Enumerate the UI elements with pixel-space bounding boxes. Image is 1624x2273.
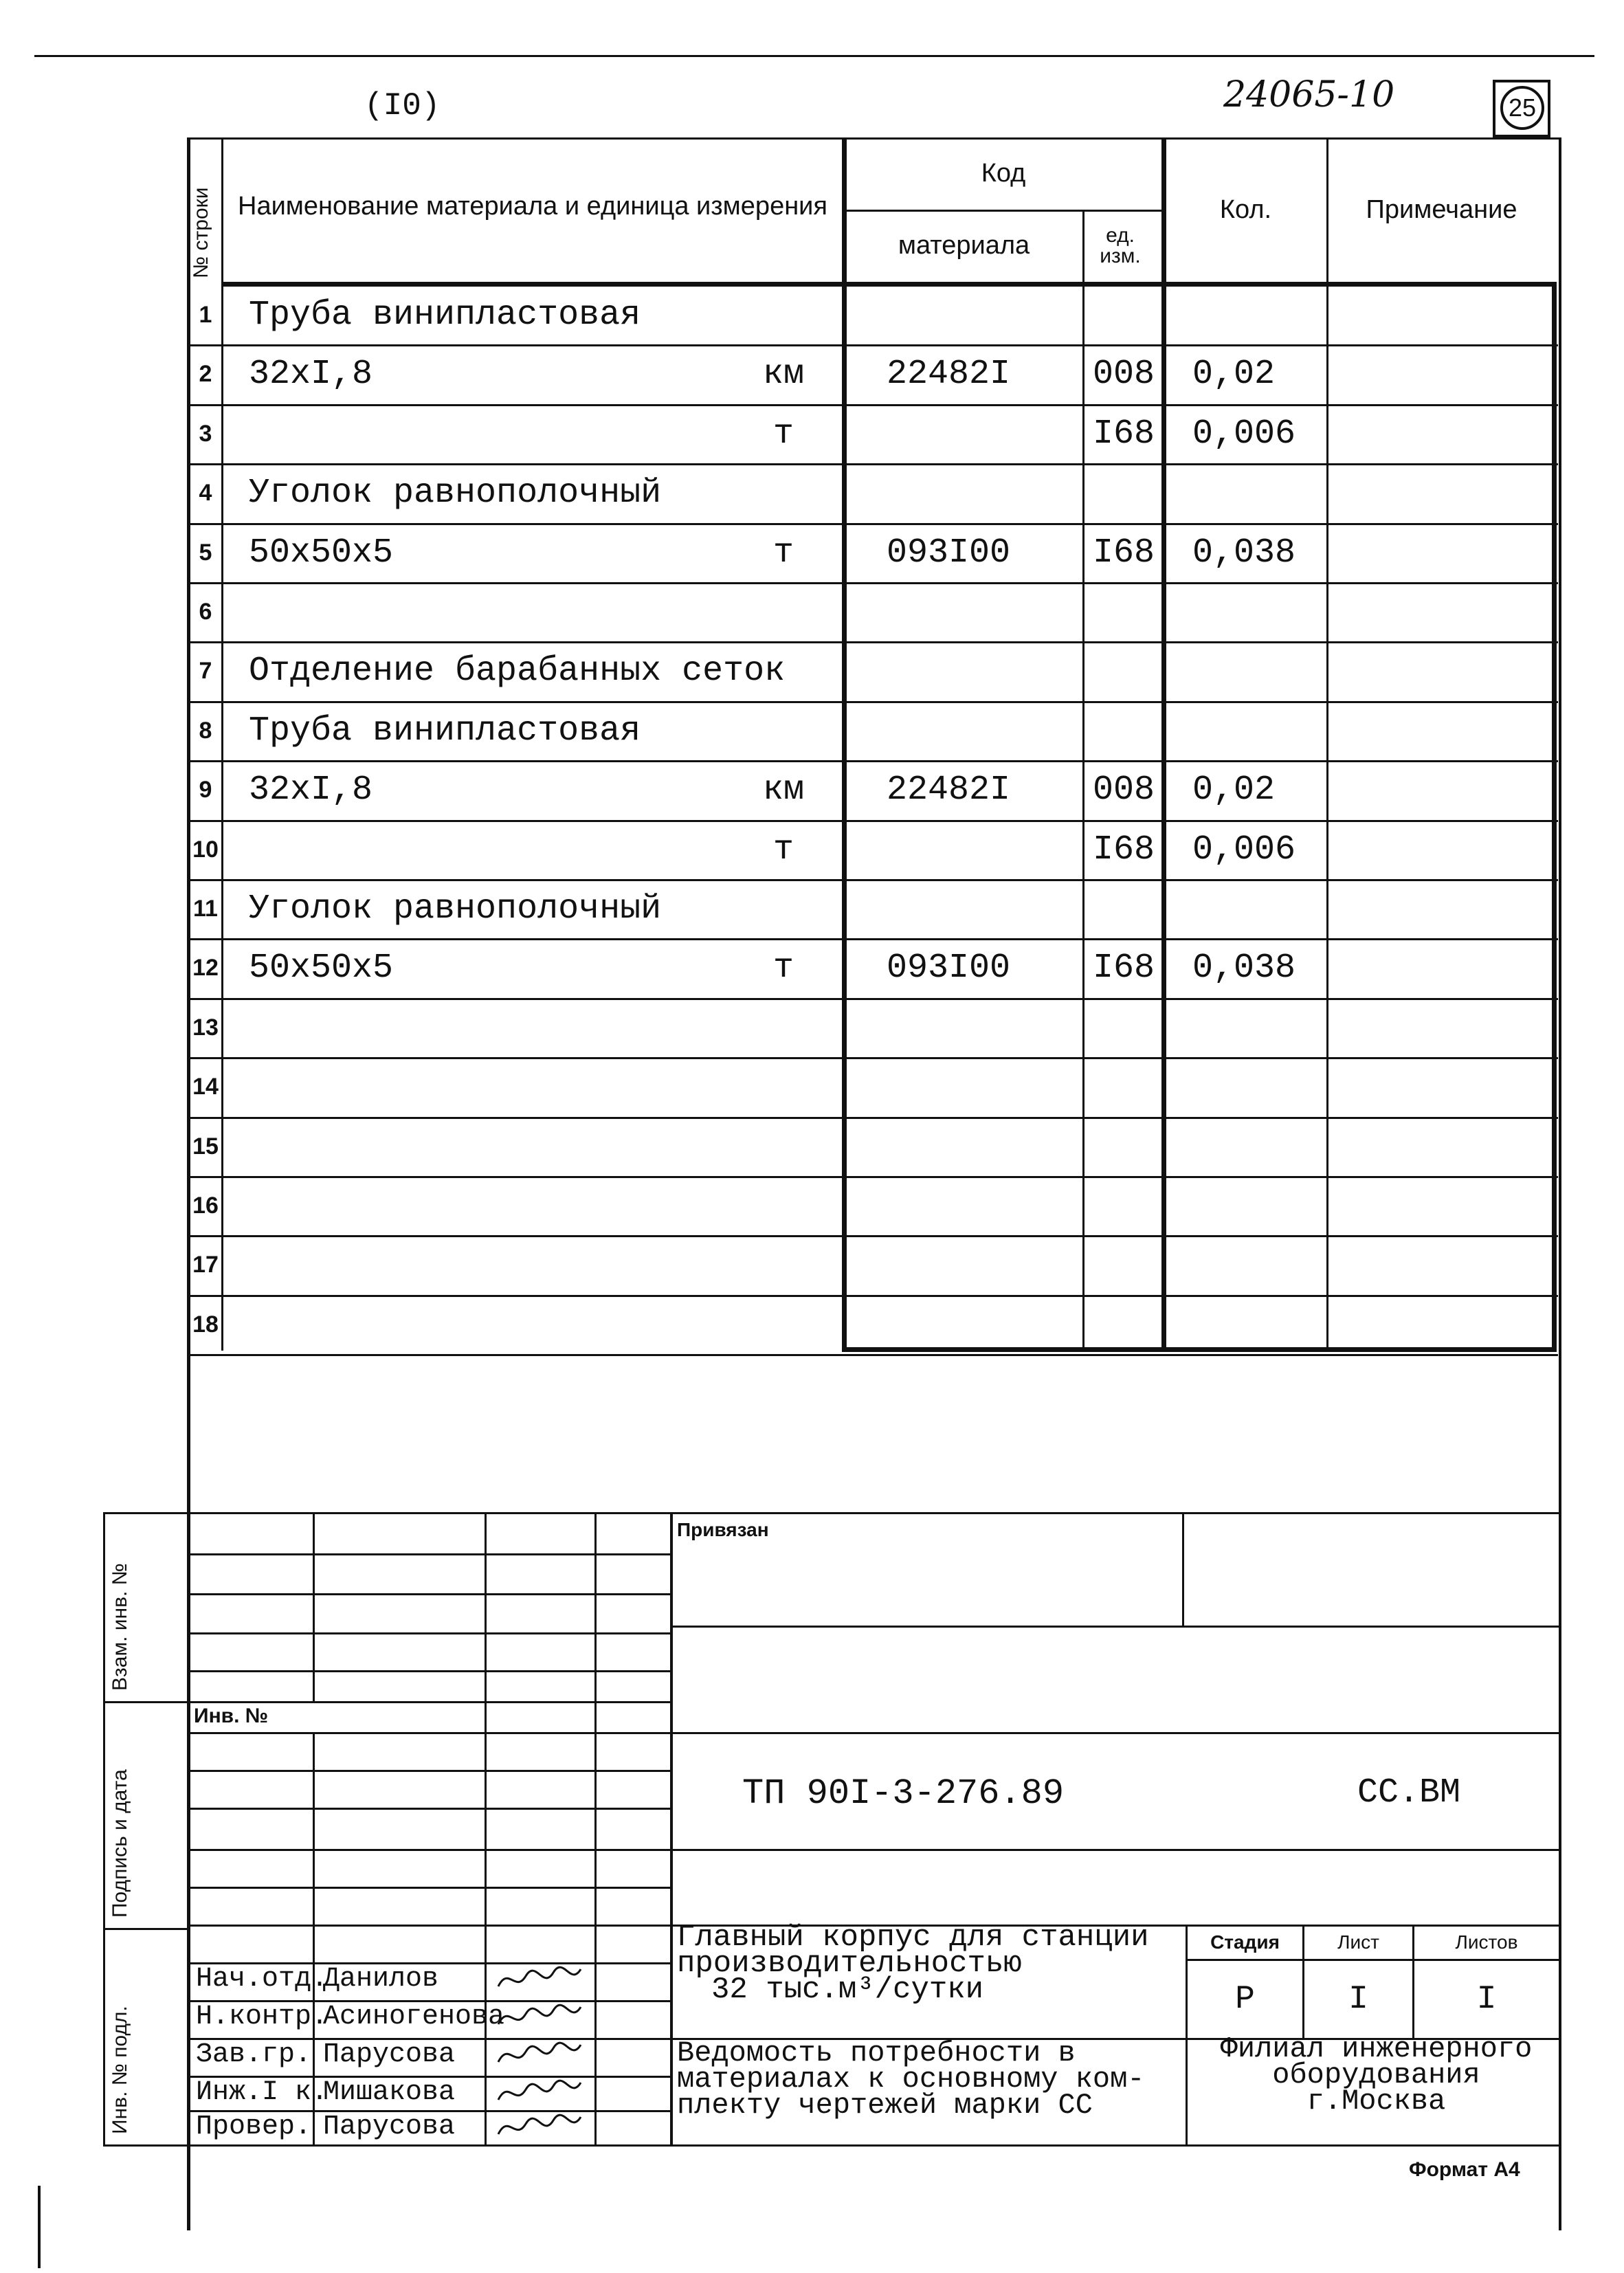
signatory-role: Н.контр. bbox=[196, 2002, 329, 2032]
row-unit-code: 008 bbox=[1092, 770, 1155, 810]
row-quantity bbox=[1192, 1295, 1326, 1354]
stage-value: Р bbox=[1235, 1981, 1255, 2018]
stamp-right-h2 bbox=[670, 1732, 1560, 1734]
stamp-grid-h11 bbox=[189, 1925, 670, 1927]
row-note bbox=[1333, 1176, 1552, 1235]
row-material-code bbox=[887, 1117, 1082, 1176]
row-unit bbox=[742, 998, 825, 1057]
stamp-right-h3 bbox=[670, 1849, 1560, 1851]
row-note bbox=[1333, 285, 1552, 344]
row-unit-code bbox=[1086, 1057, 1161, 1116]
row-number: 8 bbox=[199, 717, 212, 744]
signature bbox=[495, 2000, 584, 2034]
stage-grid-h bbox=[1186, 1959, 1560, 1961]
org-line2: оборудования bbox=[1272, 2059, 1480, 2092]
row-quantity bbox=[1192, 641, 1326, 700]
col-sep-rowno bbox=[221, 137, 223, 1351]
row-unit-code bbox=[1086, 1295, 1161, 1354]
row-unit-code bbox=[1086, 285, 1161, 344]
row-unit: т bbox=[772, 830, 794, 869]
row-unit bbox=[742, 285, 825, 344]
row-material-code: 22482I bbox=[887, 770, 1011, 810]
row-unit: т bbox=[772, 533, 794, 573]
signatory-role: Зав.гр. bbox=[196, 2039, 312, 2070]
row-unit-code bbox=[1086, 1176, 1161, 1235]
signature bbox=[495, 1962, 584, 1997]
header-unit-code: ед. изм. bbox=[1100, 223, 1141, 267]
row-note bbox=[1333, 582, 1552, 641]
row-note bbox=[1333, 1117, 1552, 1176]
row-unit: км bbox=[762, 770, 804, 810]
row-unit-code bbox=[1086, 701, 1161, 760]
row-number: 18 bbox=[192, 1311, 219, 1338]
row-material-name: 50х50х5 bbox=[249, 533, 394, 573]
header-row-no: № строки bbox=[190, 187, 212, 278]
margin-label-vzam: Взам. инв. № bbox=[109, 1563, 131, 1691]
row-quantity bbox=[1192, 998, 1326, 1057]
title-main-line1: Главный корпус для станции bbox=[677, 1920, 1149, 1955]
signature bbox=[495, 2110, 584, 2144]
header-code: Код bbox=[981, 159, 1026, 188]
row-number: 13 bbox=[192, 1014, 219, 1041]
row-quantity bbox=[1192, 582, 1326, 641]
row-material-name: Уголок равнополочный bbox=[249, 889, 662, 929]
col-sep-name bbox=[842, 137, 847, 1351]
row-unit-code: I68 bbox=[1092, 948, 1155, 988]
sheets-value: I bbox=[1476, 1981, 1497, 2018]
row-unit-code bbox=[1086, 582, 1161, 641]
header-material-code: материала bbox=[898, 231, 1030, 260]
row-note bbox=[1333, 938, 1552, 997]
stamp-grid-v3 bbox=[594, 1512, 597, 2144]
row-unit bbox=[742, 1295, 825, 1354]
format-label: Формат А4 bbox=[1409, 2158, 1520, 2181]
row-unit bbox=[742, 582, 825, 641]
stamp-grid-h1 bbox=[189, 1553, 670, 1555]
row-quantity bbox=[1192, 879, 1326, 938]
row-note bbox=[1333, 1295, 1552, 1354]
row-number: 10 bbox=[192, 836, 219, 863]
header-name: Наименование материала и единица измерения bbox=[238, 192, 827, 221]
row-note bbox=[1333, 820, 1552, 879]
margin-sep-2 bbox=[103, 1928, 189, 1930]
row-material-name: Труба винипластовая bbox=[249, 295, 641, 335]
row-quantity bbox=[1192, 1235, 1326, 1294]
title-main bbox=[677, 1920, 1186, 2007]
inv-label: Инв. № bbox=[194, 1705, 269, 1727]
signatory-name: Данилов bbox=[323, 1964, 439, 1995]
stamp-grid-h8 bbox=[189, 1808, 670, 1810]
row-quantity: 0,02 bbox=[1192, 770, 1276, 810]
title-sheet bbox=[677, 2037, 1186, 2122]
org-line3: г.Москва bbox=[1306, 2085, 1446, 2118]
row-material-name bbox=[249, 404, 730, 463]
stamp-grid-v1 bbox=[313, 1512, 315, 1701]
stamp-top-rule bbox=[103, 1512, 1560, 1514]
row-unit-code: 008 bbox=[1092, 354, 1155, 394]
row-rule bbox=[187, 1354, 1558, 1356]
col-sep-code bbox=[1082, 210, 1084, 1351]
sheets-label: Листов bbox=[1455, 1931, 1518, 1953]
row-number: 14 bbox=[192, 1073, 219, 1100]
row-material-code bbox=[887, 820, 1082, 879]
row-material-name: Уголок равнополочный bbox=[249, 473, 662, 513]
code-subheader-rule bbox=[842, 210, 1161, 212]
signatory-role: Провер. bbox=[196, 2111, 312, 2142]
row-quantity bbox=[1192, 1057, 1326, 1116]
row-note bbox=[1333, 1057, 1552, 1116]
doc-number-handwritten: 24065-10 bbox=[1223, 74, 1395, 115]
row-note bbox=[1333, 641, 1552, 700]
row-unit bbox=[742, 879, 825, 938]
row-material-name: 32хI,8 bbox=[249, 770, 373, 810]
stamp-grid-h5 bbox=[189, 1701, 670, 1703]
row-material-code: 093I00 bbox=[887, 948, 1011, 988]
row-material-code bbox=[887, 582, 1082, 641]
privyazan-label: Привязан bbox=[677, 1519, 769, 1540]
page-number-circle: 25 bbox=[1500, 86, 1544, 130]
row-quantity: 0,038 bbox=[1192, 533, 1296, 573]
designation: ТП 90I-3-276.89 bbox=[742, 1773, 1065, 1814]
row-material-name bbox=[249, 1235, 730, 1294]
row-material-code bbox=[887, 1235, 1082, 1294]
margin-sep-1 bbox=[103, 1701, 189, 1703]
row-material-name bbox=[249, 1057, 730, 1116]
stamp-grid-h4 bbox=[189, 1670, 670, 1672]
stamp-grid-h10 bbox=[189, 1887, 670, 1889]
row-quantity bbox=[1192, 1117, 1326, 1176]
row-quantity: 0,006 bbox=[1192, 830, 1296, 869]
title-sheet-line2: материалах к основному ком- bbox=[677, 2063, 1145, 2096]
row-material-code bbox=[887, 1057, 1082, 1116]
row-material-code bbox=[887, 641, 1082, 700]
row-number: 5 bbox=[199, 539, 212, 566]
row-material-code: 093I00 bbox=[887, 533, 1011, 573]
stamp-grid-v4 bbox=[670, 1512, 673, 2144]
row-material-name: 50х50х5 bbox=[249, 948, 394, 988]
stamp-bottom-rule bbox=[103, 2144, 1560, 2147]
row-note bbox=[1333, 1235, 1552, 1294]
stamp-grid-h9 bbox=[189, 1849, 670, 1851]
row-quantity: 0,02 bbox=[1192, 354, 1276, 394]
row-unit bbox=[742, 641, 825, 700]
edge-mark bbox=[38, 2186, 41, 2268]
organization bbox=[1192, 2032, 1560, 2118]
table-right-border bbox=[1552, 282, 1557, 1351]
top-rule bbox=[34, 55, 1594, 57]
row-material-code bbox=[887, 463, 1082, 522]
row-material-code bbox=[887, 1176, 1082, 1235]
row-unit bbox=[742, 1057, 825, 1116]
row-number: 16 bbox=[192, 1192, 219, 1219]
row-number: 2 bbox=[199, 360, 212, 387]
row-quantity: 0,006 bbox=[1192, 414, 1296, 454]
row-unit-code: I68 bbox=[1092, 830, 1155, 869]
row-number: 1 bbox=[199, 301, 212, 328]
row-unit bbox=[742, 1235, 825, 1294]
row-note bbox=[1333, 344, 1552, 403]
row-unit: т bbox=[772, 414, 794, 454]
signature bbox=[495, 2076, 584, 2110]
mark: СС.ВМ bbox=[1357, 1773, 1461, 1812]
row-quantity bbox=[1192, 463, 1326, 522]
row-unit-code bbox=[1086, 1117, 1161, 1176]
stamp-grid-v2 bbox=[485, 1512, 487, 2144]
margin-label-podpis: Подпись и дата bbox=[109, 1769, 131, 1918]
row-material-name: Отделение барабанных сеток bbox=[249, 651, 786, 691]
sheet-label: Лист bbox=[1337, 1931, 1379, 1953]
row-material-name bbox=[249, 582, 730, 641]
row-material-name bbox=[249, 1117, 730, 1176]
privyazan-sep bbox=[1182, 1512, 1184, 1626]
frame-right bbox=[1559, 137, 1561, 2230]
row-number: 15 bbox=[192, 1133, 219, 1160]
row-note bbox=[1333, 879, 1552, 938]
row-unit bbox=[742, 701, 825, 760]
row-number: 12 bbox=[192, 954, 219, 981]
stamp-grid-h2 bbox=[189, 1593, 670, 1595]
row-unit-code: I68 bbox=[1092, 414, 1155, 454]
row-material-code bbox=[887, 285, 1082, 344]
row-number: 17 bbox=[192, 1251, 219, 1278]
stage-label: Стадия bbox=[1210, 1931, 1280, 1953]
row-unit: т bbox=[772, 948, 794, 988]
row-material-code bbox=[887, 404, 1082, 463]
row-unit-code bbox=[1086, 879, 1161, 938]
page-in-parens: (I0) bbox=[364, 88, 441, 124]
row-quantity bbox=[1192, 701, 1326, 760]
row-unit bbox=[742, 1176, 825, 1235]
signatory-name: Асиногенова bbox=[323, 2002, 505, 2032]
title-main-line2: производительностью bbox=[677, 1947, 1022, 1981]
signatory-name: Парусова bbox=[323, 2111, 456, 2142]
signature bbox=[495, 2038, 584, 2072]
sheet-value: I bbox=[1348, 1981, 1368, 2018]
signatory-role: Инж.I к. bbox=[196, 2077, 329, 2108]
row-note bbox=[1333, 760, 1552, 819]
row-quantity bbox=[1192, 285, 1326, 344]
row-note bbox=[1333, 701, 1552, 760]
row-unit-code bbox=[1086, 1235, 1161, 1294]
row-unit-code bbox=[1086, 463, 1161, 522]
row-quantity: 0,038 bbox=[1192, 948, 1296, 988]
row-unit-code bbox=[1086, 998, 1161, 1057]
header-note: Примечание bbox=[1366, 195, 1517, 224]
row-material-code bbox=[887, 879, 1082, 938]
title-sheet-line3: плекту чертежей марки СС bbox=[677, 2089, 1093, 2122]
signatory-name: Парусова bbox=[323, 2039, 456, 2070]
stamp-grid-h7 bbox=[189, 1770, 670, 1772]
header-qty: Кол. bbox=[1219, 195, 1272, 224]
row-unit bbox=[742, 463, 825, 522]
row-material-name bbox=[249, 820, 730, 879]
row-number: 7 bbox=[199, 657, 212, 684]
row-note bbox=[1333, 404, 1552, 463]
stamp-grid-h6 bbox=[189, 1732, 670, 1734]
row-material-name: 32хI,8 bbox=[249, 354, 373, 394]
margin-label-inv: Инв. № подл. bbox=[109, 2006, 131, 2134]
row-material-code bbox=[887, 701, 1082, 760]
header-top-rule bbox=[187, 137, 1561, 140]
row-material-code bbox=[887, 998, 1082, 1057]
margin-strip-left bbox=[103, 1512, 105, 2144]
org-line1: Филиал инженерного bbox=[1220, 2032, 1533, 2065]
signatory-role: Нач.отд. bbox=[196, 1964, 329, 1995]
row-unit bbox=[742, 1117, 825, 1176]
row-note bbox=[1333, 523, 1552, 582]
row-number: 4 bbox=[199, 479, 212, 506]
row-unit: км bbox=[762, 354, 804, 394]
row-quantity bbox=[1192, 1176, 1326, 1235]
stamp-right-h1 bbox=[670, 1626, 1560, 1628]
signatory-name: Мишакова bbox=[323, 2077, 456, 2108]
row-material-name: Труба винипластовая bbox=[249, 711, 641, 751]
row-number: 3 bbox=[199, 420, 212, 447]
title-main-line3: 32 тыс.м³/сутки bbox=[711, 1973, 984, 2007]
title-sheet-line1: Ведомость потребности в bbox=[677, 2037, 1076, 2070]
row-note bbox=[1333, 463, 1552, 522]
row-material-name bbox=[249, 1176, 730, 1235]
row-number: 9 bbox=[199, 776, 212, 803]
col-sep-ucode bbox=[1161, 137, 1166, 1351]
row-note bbox=[1333, 998, 1552, 1057]
row-material-code bbox=[887, 1295, 1082, 1354]
row-material-name bbox=[249, 1295, 730, 1354]
row-number: 11 bbox=[193, 895, 218, 922]
col-sep-qty bbox=[1326, 137, 1328, 1351]
row-material-name bbox=[249, 998, 730, 1057]
stamp-grid-h3 bbox=[189, 1632, 670, 1634]
row-unit-code: I68 bbox=[1092, 533, 1155, 573]
row-material-code: 22482I bbox=[887, 354, 1011, 394]
row-number: 6 bbox=[199, 598, 212, 625]
row-unit-code bbox=[1086, 641, 1161, 700]
